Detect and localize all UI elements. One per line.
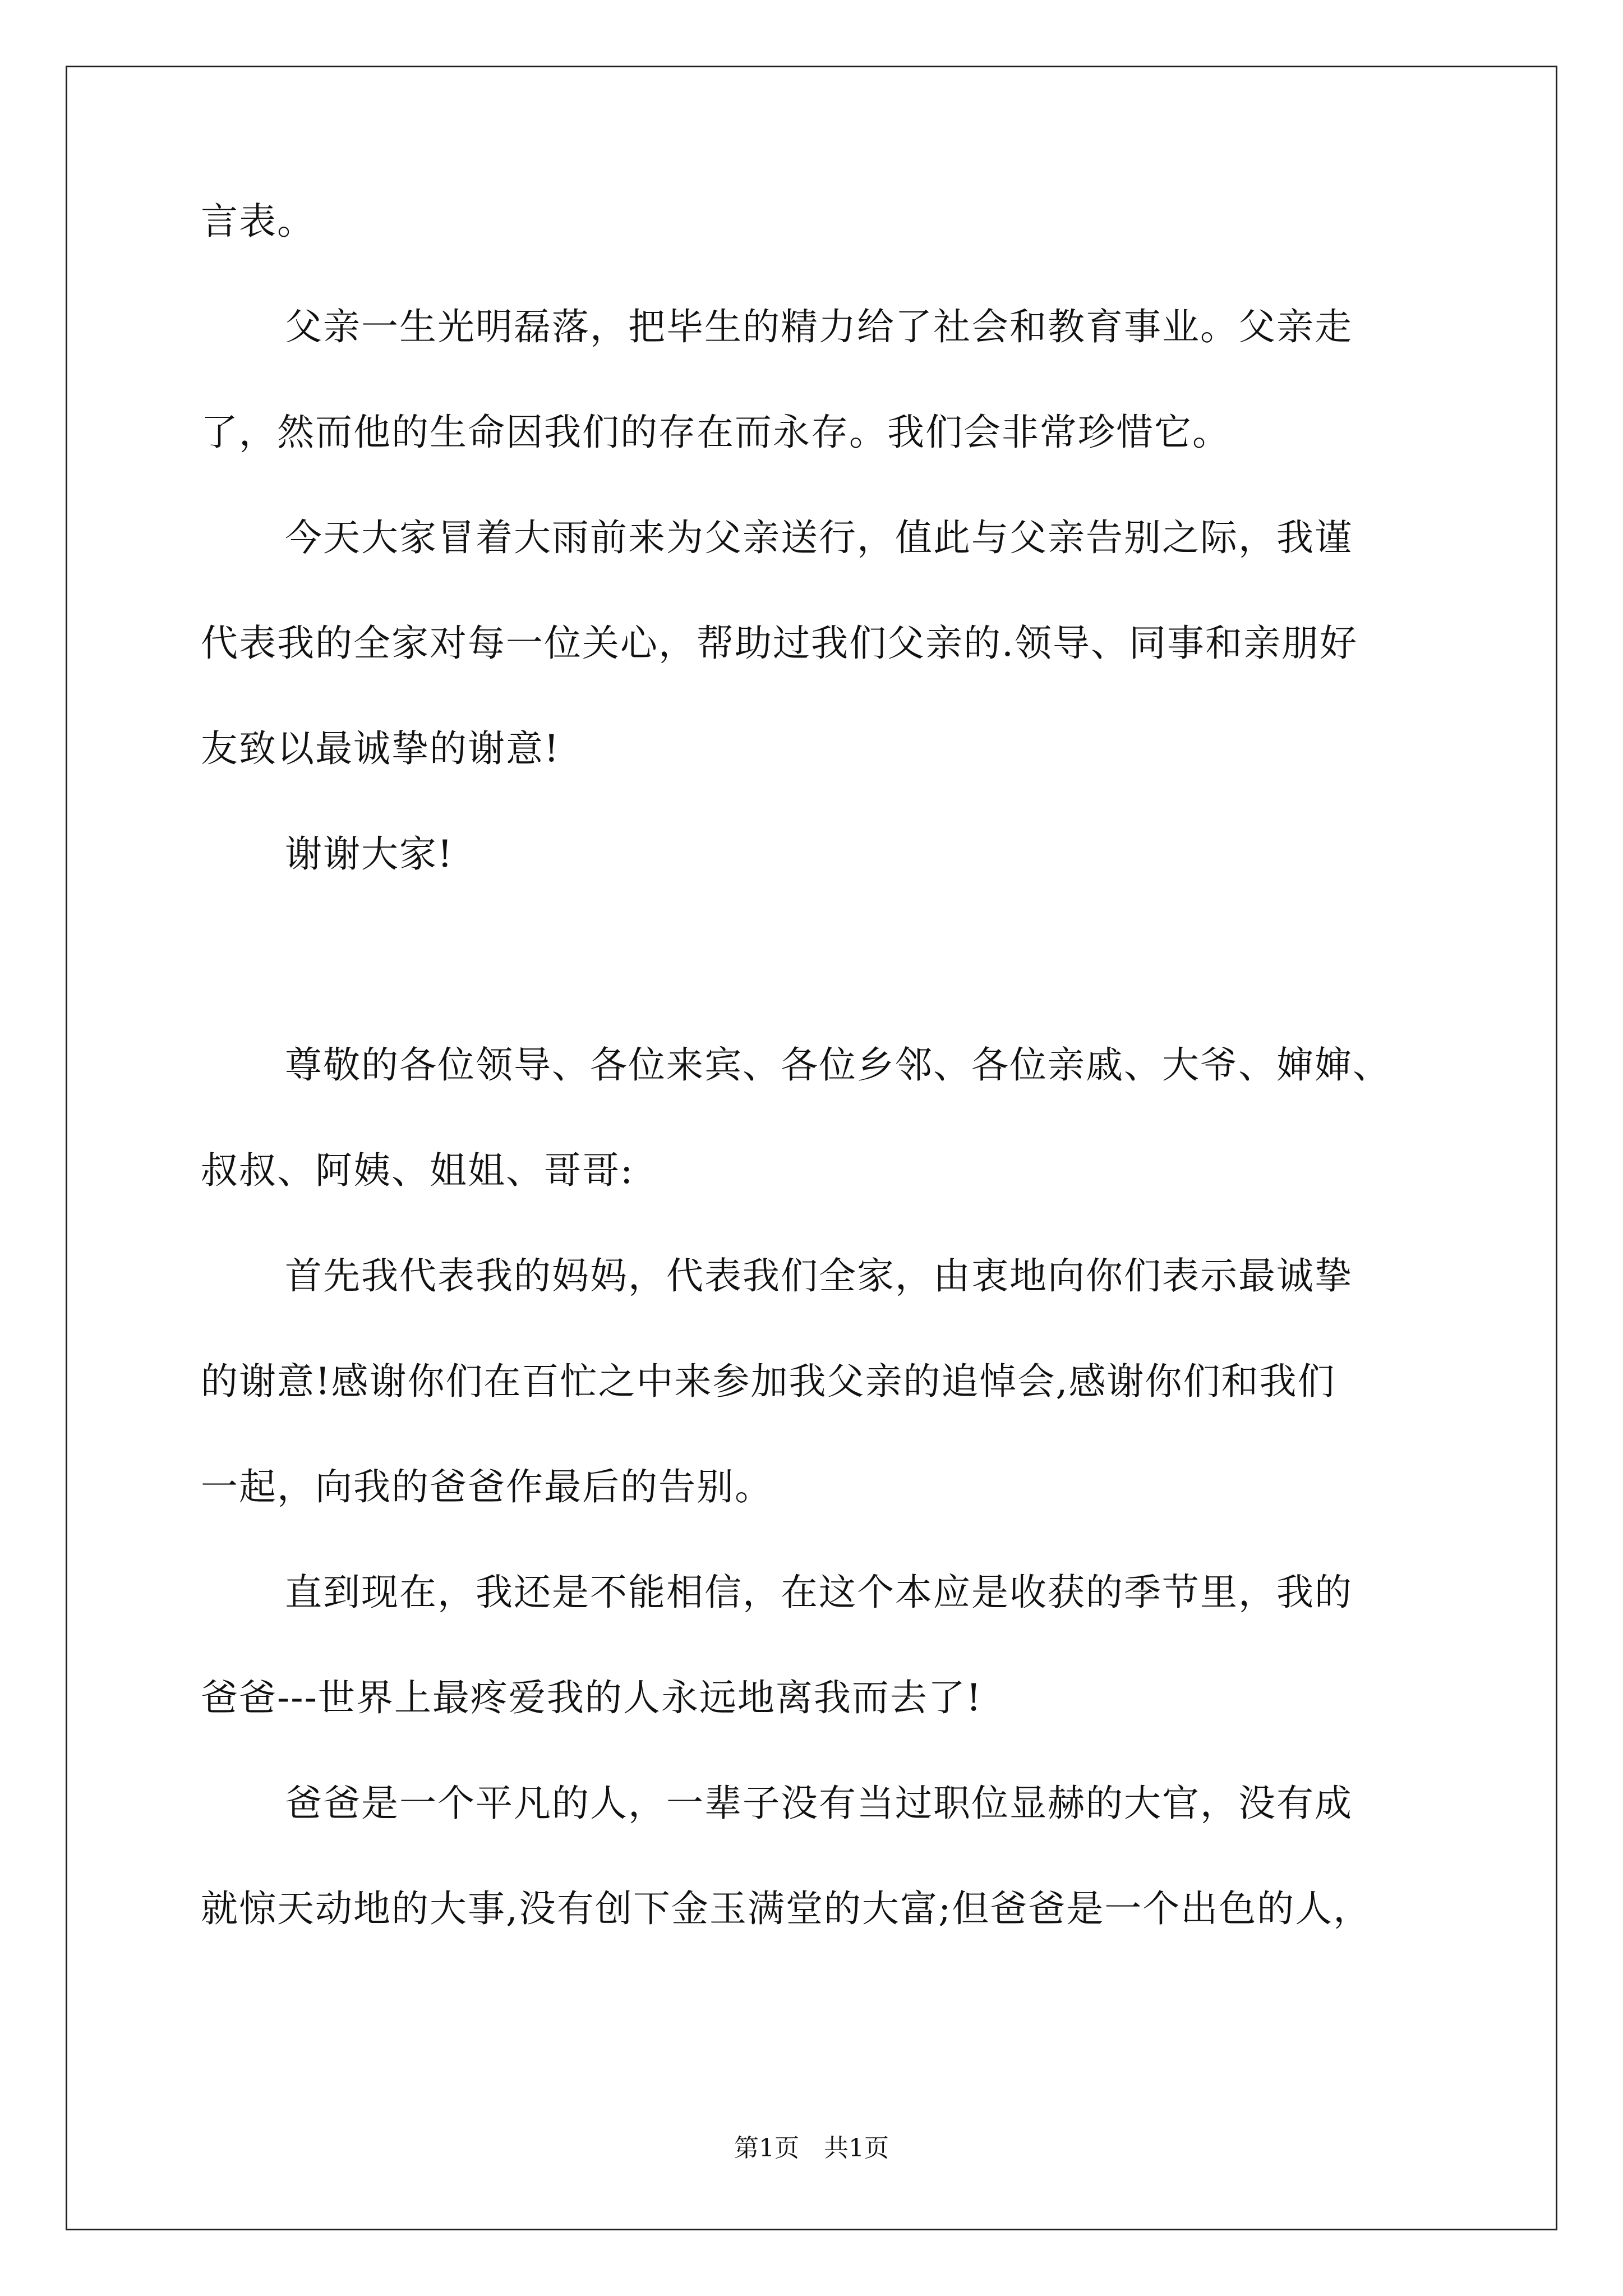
text-line: 今天大家冒着大雨前来为父亲送行，值此与父亲告别之际，我谨 <box>285 516 1353 559</box>
text-line: 代表我的全家对每一位关心，帮助过我们父亲的.领导、同事和亲朋好 <box>201 622 1358 665</box>
text-line: 叔叔、阿姨、姐姐、哥哥: <box>201 1149 634 1192</box>
text-line: 首先我代表我的妈妈，代表我们全家，由衷地向你们表示最诚挚 <box>285 1254 1353 1297</box>
text-line: 的谢意!感谢你们在百忙之中来参加我父亲的追悼会,感谢你们和我们 <box>201 1360 1336 1403</box>
text-line: 尊敬的各位领导、各位来宾、各位乡邻、各位亲戚、大爷、婶婶、 <box>285 1043 1391 1087</box>
page-number: 第1页 共1页 <box>734 2134 889 2162</box>
text-line: 父亲一生光明磊落，把毕生的精力给了社会和教育事业。父亲走 <box>285 305 1353 348</box>
text-line: 一起，向我的爸爸作最后的告别。 <box>201 1465 773 1508</box>
text-line: 就惊天动地的大事,没有创下金玉满堂的大富;但爸爸是一个出色的人， <box>201 1887 1372 1930</box>
text-line: 友致以最诚挚的谢意! <box>201 727 560 770</box>
text-line: 言表。 <box>201 200 315 243</box>
text-line: 爸爸---世界上最疼爱我的人永远地离我而去了! <box>201 1676 983 1719</box>
text-line: 爸爸是一个平凡的人，一辈子没有当过职位显赫的大官，没有成 <box>285 1782 1353 1825</box>
text-line: 了，然而他的生命因我们的存在而永存。我们会非常珍惜它。 <box>201 411 1230 454</box>
text-line: 直到现在，我还是不能相信，在这个本应是收获的季节里，我的 <box>285 1571 1353 1614</box>
text-line: 谢谢大家! <box>285 832 454 876</box>
